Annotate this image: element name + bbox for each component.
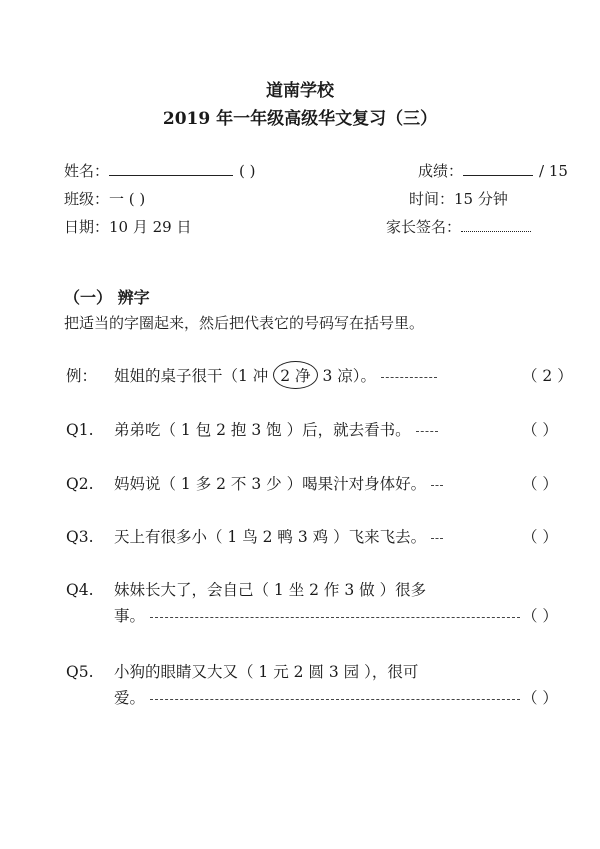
question-4	[66, 578, 426, 600]
question-text: 弟弟吃（ 1 包 2 抱 3 饱 ）后，就去看书。	[114, 421, 411, 439]
class-row	[64, 188, 145, 209]
answer-blank-4[interactable]: （ ）	[522, 607, 558, 625]
question-text: 妈妈说（ 1 多 2 不 3 少 ）喝果汁对身体好。	[114, 475, 427, 493]
answer-blank-5[interactable]: （ ）	[522, 689, 558, 707]
leader-dashes	[381, 376, 437, 378]
score-row	[418, 160, 568, 181]
name-blank[interactable]	[109, 161, 233, 176]
question-text-cont: 事。	[114, 607, 146, 625]
leader-dashes	[431, 484, 443, 486]
parent-signature-label: 家长签名：	[386, 218, 462, 236]
question-2	[66, 472, 443, 494]
score-total: / 15	[539, 162, 568, 180]
question-4-continuation	[114, 604, 520, 626]
example-answer: （ 2 ）	[522, 367, 573, 385]
parent-signature-row	[386, 216, 531, 237]
example-circled-choice: 2 净	[273, 361, 317, 389]
school-name: 道南学校	[266, 81, 334, 101]
worksheet-title: 2019 年一年级高级华文复习（三）	[162, 109, 438, 129]
class-value: 一 ( )	[109, 190, 146, 208]
example-label: 例：	[66, 367, 98, 385]
question-text: 妹妹长大了，会自己（ 1 坐 2 作 3 做 ）很多	[114, 581, 427, 599]
leader-dashes	[150, 698, 520, 700]
question-3	[66, 525, 443, 547]
section-instruction: 把适当的字圈起来，然后把代表它的号码写在括号里。	[64, 314, 425, 332]
name-row	[64, 160, 256, 181]
date-value: 10 月 29 日	[109, 218, 192, 236]
answer-blank-3[interactable]: （ ）	[522, 528, 558, 546]
time-row	[409, 188, 508, 209]
date-row	[64, 216, 192, 237]
time-value: 15 分钟	[454, 190, 508, 208]
class-label: 班级：	[64, 190, 110, 208]
answer-blank-1[interactable]: （ ）	[522, 421, 558, 439]
leader-dashes	[416, 430, 438, 432]
question-number: Q5.	[66, 663, 94, 681]
name-label: 姓名：	[64, 162, 110, 180]
question-number: Q2.	[66, 475, 94, 493]
time-label: 时间：	[409, 190, 455, 208]
question-text: 小狗的眼睛又大又（ 1 元 2 圆 3 园 ），很可	[114, 663, 419, 681]
parent-signature-blank[interactable]	[461, 217, 531, 232]
question-number: Q3.	[66, 528, 94, 546]
score-label: 成绩：	[418, 162, 464, 180]
example-suffix: 3 凉）。	[322, 367, 377, 385]
leader-dashes	[150, 616, 520, 618]
question-1	[66, 418, 438, 440]
score-blank[interactable]	[463, 161, 533, 176]
date-label: 日期：	[64, 218, 110, 236]
example-line	[66, 364, 437, 386]
question-number: Q4.	[66, 581, 94, 599]
question-number: Q1.	[66, 421, 94, 439]
question-5-continuation	[114, 686, 520, 708]
answer-blank-2[interactable]: （ ）	[522, 475, 558, 493]
example-prefix: 姐姐的桌子很干（1 冲	[114, 367, 269, 385]
section-title: （一） 辨字	[64, 288, 150, 307]
name-paren: ( )	[239, 162, 256, 180]
question-text: 天上有很多小（ 1 鸟 2 鸭 3 鸡 ）飞来飞去。	[114, 528, 427, 546]
leader-dashes	[431, 537, 443, 539]
question-5	[66, 660, 418, 682]
question-text-cont: 爱。	[114, 689, 146, 707]
